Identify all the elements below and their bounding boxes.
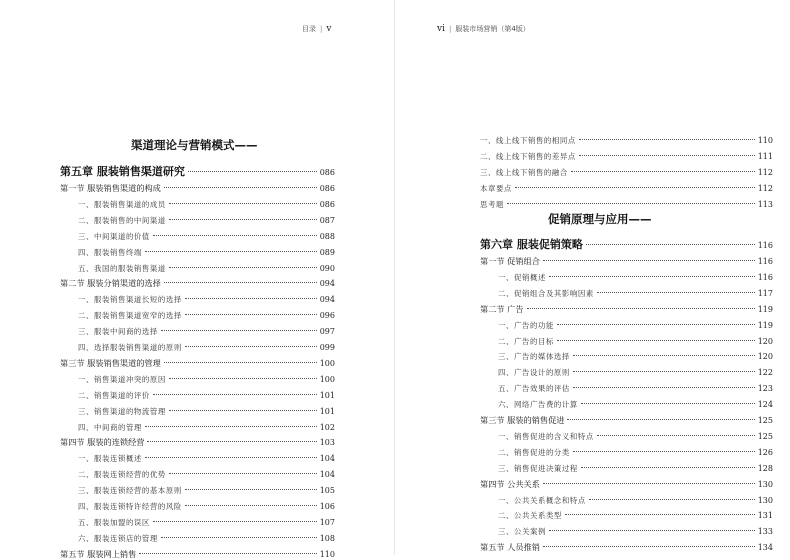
toc-dot-leader xyxy=(581,403,755,404)
right-page xyxy=(395,0,790,555)
toc-page-number: 119 xyxy=(757,320,773,330)
toc-dot-leader xyxy=(169,219,317,220)
toc-dot-leader xyxy=(515,187,755,188)
toc-page-number: 125 xyxy=(757,431,773,441)
toc-entry-title: 一、服装销售渠道的成员 xyxy=(78,199,166,209)
toc-entry-title: 一、服装连锁概述 xyxy=(78,454,142,464)
toc-item-entry[interactable] xyxy=(78,231,335,242)
toc-section-entry[interactable] xyxy=(60,437,335,448)
toc-page-number: 128 xyxy=(757,463,773,473)
toc-item-entry[interactable] xyxy=(78,501,335,512)
toc-entry-title: 第五节 人员推销 xyxy=(480,542,540,553)
toc-item-entry[interactable] xyxy=(480,151,773,162)
toc-entry-title: 三、线上线下销售的融合 xyxy=(480,167,568,177)
toc-section-entry[interactable] xyxy=(480,256,773,267)
toc-dot-leader xyxy=(579,155,755,156)
toc-dot-leader xyxy=(164,362,317,363)
toc-page-number: 087 xyxy=(319,215,335,225)
toc-entry-title: 三、服装连锁经营的基本原则 xyxy=(78,486,182,496)
toc-page-number: 100 xyxy=(319,358,335,368)
toc-item-entry[interactable] xyxy=(78,215,335,226)
toc-dot-leader xyxy=(527,308,755,309)
toc-dot-leader xyxy=(573,451,755,452)
toc-page-number: 111 xyxy=(757,151,773,161)
toc-section-entry[interactable] xyxy=(60,183,335,194)
part-title: 促销原理与应用—— xyxy=(548,212,652,226)
toc-entry-title: 一、线上线下销售的相同点 xyxy=(480,136,576,145)
toc-entry-title: 第三节 服装的销售促进 xyxy=(480,415,565,425)
toc-chapter-entry[interactable] xyxy=(480,236,773,252)
toc-page-number: 116 xyxy=(757,241,773,250)
toc-entry-title: 一、销售渠道冲突的原因 xyxy=(78,374,166,384)
toc-entry-title: 四、服装销售终端 xyxy=(78,247,142,257)
toc-page-number: 103 xyxy=(319,438,335,448)
toc-section-entry[interactable] xyxy=(480,304,773,315)
running-header-label: 目录 xyxy=(302,25,316,33)
toc-page-number: 088 xyxy=(319,231,335,241)
toc-item-entry[interactable] xyxy=(498,288,773,299)
toc-dot-leader xyxy=(185,298,317,299)
toc-section-entry[interactable] xyxy=(60,358,335,369)
toc-entry-title: 第一节 促销组合 xyxy=(480,256,540,266)
toc-section-entry[interactable] xyxy=(480,415,773,426)
toc-item-entry[interactable] xyxy=(78,533,335,544)
toc-item-entry[interactable] xyxy=(498,510,773,521)
toc-entry-title: 第一节 服装销售渠道的构成 xyxy=(60,183,161,193)
toc-page-number: 112 xyxy=(757,167,773,177)
toc-item-entry[interactable] xyxy=(498,336,773,347)
toc-dot-leader xyxy=(185,505,317,506)
toc-entry-title: 二、服装连锁经营的优势 xyxy=(78,470,166,480)
toc-dot-leader xyxy=(571,171,755,172)
toc-dot-leader xyxy=(543,260,755,261)
toc-item-entry[interactable] xyxy=(498,431,773,442)
toc-entry-title: 二、销售渠道的评价 xyxy=(78,390,150,400)
toc-dot-leader xyxy=(567,419,754,420)
toc-item-entry[interactable] xyxy=(78,326,335,337)
right-running-header xyxy=(437,24,530,34)
toc-page-number: 113 xyxy=(757,199,773,209)
toc-item-entry[interactable] xyxy=(78,199,335,210)
toc-page-number: 130 xyxy=(757,495,773,505)
toc-dot-leader xyxy=(507,203,755,204)
toc-item-entry[interactable] xyxy=(78,422,335,433)
toc-page-number: 110 xyxy=(757,136,773,145)
toc-item-entry[interactable] xyxy=(78,247,335,258)
toc-item-entry[interactable] xyxy=(78,263,335,274)
toc-dot-leader xyxy=(589,499,755,500)
toc-entry-title: 第三节 服装销售渠道的管理 xyxy=(60,357,161,368)
toc-dot-leader xyxy=(549,276,755,277)
toc-page-number: 106 xyxy=(319,502,335,511)
toc-item-entry[interactable] xyxy=(498,463,773,474)
toc-item-entry[interactable] xyxy=(498,526,773,537)
toc-entry-title: 五、我国的服装销售渠道 xyxy=(78,263,166,273)
toc-item-entry[interactable] xyxy=(480,135,773,146)
toc-page-number: 086 xyxy=(319,199,335,209)
toc-dot-leader xyxy=(586,244,755,245)
toc-page-number: 108 xyxy=(319,533,335,543)
toc-item-entry[interactable] xyxy=(78,406,335,417)
toc-dot-leader xyxy=(153,235,317,236)
toc-entry-title: 二、广告的目标 xyxy=(498,336,554,346)
toc-entry-title: 一、销售促进的含义和特点 xyxy=(498,431,594,441)
toc-item-entry[interactable] xyxy=(78,390,335,401)
toc-item-entry[interactable] xyxy=(498,447,773,458)
toc-item-entry[interactable] xyxy=(78,342,335,353)
toc-page-number: 119 xyxy=(757,304,773,314)
left-running-header xyxy=(302,24,331,34)
toc-entry-title: 思考题 xyxy=(480,199,504,209)
toc-page-number: 120 xyxy=(757,336,773,346)
toc-item-entry[interactable] xyxy=(480,167,773,178)
toc-entry-title: 一、广告的功能 xyxy=(498,320,554,330)
toc-entry-title: 三、服装中间商的选择 xyxy=(78,327,158,337)
toc-page-number: 130 xyxy=(757,479,773,489)
toc-entry-title: 三、广告的媒体选择 xyxy=(498,352,570,362)
toc-dot-leader xyxy=(153,521,317,522)
toc-entry-title: 第六章 服装促销策略 xyxy=(480,238,583,251)
left-page xyxy=(0,0,395,559)
toc-chapter-entry[interactable] xyxy=(60,163,335,179)
toc-page-number: 090 xyxy=(319,263,335,273)
running-header-page-number: vi xyxy=(437,24,445,34)
toc-dot-leader xyxy=(573,387,755,388)
toc-dot-leader xyxy=(145,426,317,427)
toc-dot-leader xyxy=(579,139,755,140)
toc-page-number: 099 xyxy=(319,343,335,352)
running-header-separator: | xyxy=(448,25,452,33)
running-header-separator: | xyxy=(320,25,323,33)
toc-dot-leader xyxy=(185,346,317,347)
toc-page-number: 131 xyxy=(757,511,773,521)
toc-page-number: 125 xyxy=(757,416,773,425)
toc-entry-title: 四、选择服装销售渠道的原则 xyxy=(78,343,182,352)
toc-page-number: 105 xyxy=(319,486,335,496)
toc-page-number: 094 xyxy=(319,279,335,289)
toc-page-number: 104 xyxy=(319,470,335,480)
toc-dot-leader xyxy=(145,251,317,252)
toc-dot-leader xyxy=(581,467,755,468)
toc-dot-leader xyxy=(188,171,317,172)
toc-entry-title: 一、服装销售渠道长短的选择 xyxy=(78,295,182,305)
toc-dot-leader xyxy=(169,267,317,268)
toc-entry-title: 本章要点 xyxy=(480,183,512,193)
toc-dot-leader xyxy=(543,483,755,484)
toc-page-number: 134 xyxy=(757,543,773,553)
toc-entry-title: 一、公共关系概念和特点 xyxy=(498,495,586,505)
toc-item-entry[interactable] xyxy=(498,399,773,410)
toc-entry-title: 五、服装加盟的误区 xyxy=(78,517,150,527)
toc-dot-leader xyxy=(557,340,755,341)
toc-dot-leader xyxy=(161,330,317,331)
toc-item-entry[interactable] xyxy=(498,320,773,331)
toc-entry-title: 二、服装销售渠道宽窄的选择 xyxy=(78,311,182,321)
toc-entry-title: 三、中间渠道的价值 xyxy=(78,231,150,241)
toc-page-number: 112 xyxy=(757,183,773,193)
toc-entry-title: 一、促销概述 xyxy=(498,272,546,282)
toc-item-entry[interactable] xyxy=(498,367,773,378)
toc-page-number: 123 xyxy=(757,384,773,394)
toc-dot-leader xyxy=(185,314,317,315)
toc-entry-title: 四、中间商的管理 xyxy=(78,422,142,432)
toc-item-entry[interactable] xyxy=(78,453,335,464)
part-title: 渠道理论与营销模式—— xyxy=(131,138,258,152)
toc-page-number: 124 xyxy=(757,400,773,410)
toc-dot-leader xyxy=(164,282,317,283)
toc-page-number: 094 xyxy=(319,295,335,305)
toc-item-entry[interactable] xyxy=(78,517,335,528)
toc-page-number: 086 xyxy=(319,184,335,193)
toc-page-number: 100 xyxy=(319,374,335,384)
toc-entry-title: 第五章 服装销售渠道研究 xyxy=(60,165,185,178)
toc-item-entry[interactable] xyxy=(498,495,773,506)
toc-item-entry[interactable] xyxy=(498,383,773,394)
toc-entry-title: 三、公关案例 xyxy=(498,527,546,537)
toc-page-number: 104 xyxy=(319,454,335,464)
toc-entry-title: 第四节 公共关系 xyxy=(480,478,540,489)
toc-item-entry[interactable] xyxy=(480,183,773,194)
toc-page-number: 110 xyxy=(319,549,335,559)
toc-entry-title: 二、服装销售的中间渠道 xyxy=(78,215,166,225)
toc-dot-leader xyxy=(164,187,317,188)
toc-dot-leader xyxy=(557,324,755,325)
toc-dot-leader xyxy=(597,292,755,293)
toc-page-number: 101 xyxy=(319,406,335,416)
toc-entry-title: 三、销售渠道的物流管理 xyxy=(78,406,166,416)
toc-dot-leader xyxy=(185,489,317,490)
toc-dot-leader xyxy=(153,394,317,395)
toc-entry-title: 五、广告效果的评估 xyxy=(498,384,570,394)
toc-page-number: 126 xyxy=(757,447,773,457)
toc-page-number: 116 xyxy=(757,272,773,282)
toc-item-entry[interactable] xyxy=(78,294,335,305)
toc-dot-leader xyxy=(597,435,755,436)
toc-entry-title: 第二节 服装分销渠道的选择 xyxy=(60,278,161,289)
toc-page-number: 133 xyxy=(757,527,773,537)
toc-entry-title: 二、线上线下销售的差异点 xyxy=(480,151,576,161)
running-header-label: 服装市场营销（第4版） xyxy=(455,25,530,33)
toc-section-entry[interactable] xyxy=(60,278,335,289)
toc-page-number: 122 xyxy=(757,368,773,378)
toc-dot-leader xyxy=(573,355,755,356)
toc-entry-title: 第二节 广告 xyxy=(480,303,524,314)
toc-page-number: 097 xyxy=(319,327,335,337)
toc-page-number: 096 xyxy=(319,311,335,321)
toc-item-entry[interactable] xyxy=(498,272,773,283)
toc-dot-leader xyxy=(169,378,317,379)
toc-entry-title: 四、广告设计的原则 xyxy=(498,368,570,378)
toc-entry-title: 三、销售促进决策过程 xyxy=(498,463,578,473)
toc-page-number: 107 xyxy=(319,517,335,527)
toc-item-entry[interactable] xyxy=(78,310,335,321)
toc-dot-leader xyxy=(573,371,755,372)
running-header-page-number: v xyxy=(326,24,332,34)
toc-entry-title: 第四节 服装的连锁经营 xyxy=(60,437,145,448)
toc-entry-title: 六、服装连锁店的管理 xyxy=(78,533,158,543)
toc-dot-leader xyxy=(169,410,317,411)
toc-entry-title: 第五节 服装网上销售 xyxy=(60,548,137,559)
toc-page-number: 089 xyxy=(319,247,335,257)
toc-page-number: 117 xyxy=(757,288,773,298)
toc-entry-title: 二、公共关系类型 xyxy=(498,511,562,521)
toc-entry-title: 四、服装连锁特许经营的风险 xyxy=(78,502,182,511)
toc-dot-leader xyxy=(169,203,317,204)
toc-section-entry[interactable] xyxy=(480,479,773,490)
toc-section-entry[interactable] xyxy=(60,549,335,560)
toc-item-entry[interactable] xyxy=(78,485,335,496)
toc-item-entry[interactable] xyxy=(78,469,335,480)
toc-dot-leader xyxy=(169,473,317,474)
toc-dot-leader xyxy=(543,546,755,547)
toc-item-entry[interactable] xyxy=(78,374,335,385)
toc-entry-title: 二、促销组合及其影响因素 xyxy=(498,288,594,298)
toc-entry-title: 六、网络广告费的计算 xyxy=(498,400,578,410)
toc-page-number: 116 xyxy=(757,257,773,266)
toc-page-number: 086 xyxy=(319,168,335,177)
toc-entry-title: 二、销售促进的分类 xyxy=(498,447,570,457)
toc-dot-leader xyxy=(565,514,755,515)
toc-item-entry[interactable] xyxy=(498,351,773,362)
toc-page-number: 120 xyxy=(757,352,773,362)
toc-section-entry[interactable] xyxy=(480,542,773,553)
toc-item-entry[interactable] xyxy=(480,199,773,210)
toc-dot-leader xyxy=(145,457,317,458)
toc-dot-leader xyxy=(161,537,317,538)
toc-dot-leader xyxy=(147,441,316,442)
toc-dot-leader xyxy=(139,553,316,554)
toc-page-number: 101 xyxy=(319,390,335,400)
toc-dot-leader xyxy=(549,530,755,531)
toc-page-number: 102 xyxy=(319,422,335,432)
